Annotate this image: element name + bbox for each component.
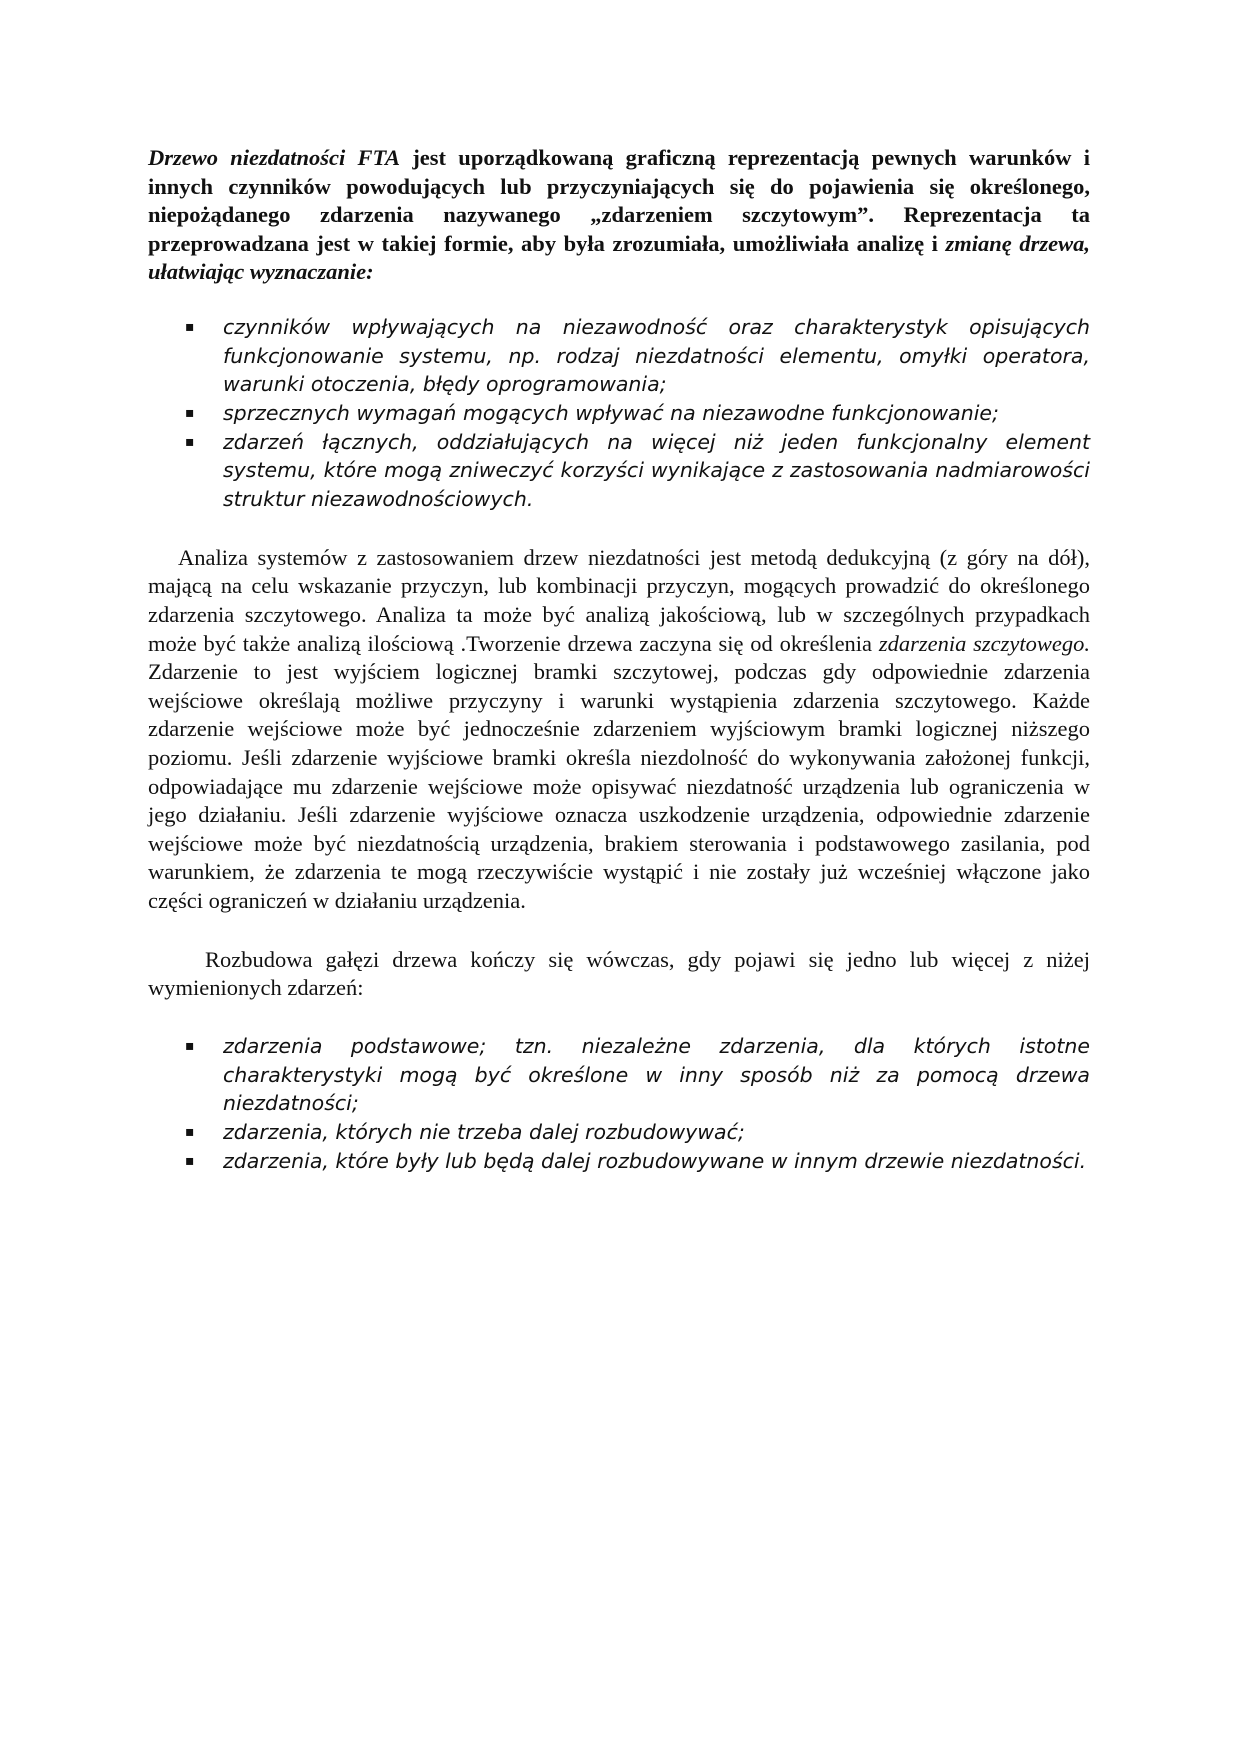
expansion-paragraph: Rozbudowa gałęzi drzewa kończy się wówczas, gdy pojawi się jedno lub więcej z niżej wymienionych zdarzeń: (148, 946, 1090, 1001)
list-item-text: zdarzenia, które były lub będą dalej rozbudowywane w innym drzewie niezdatności. (223, 1148, 1087, 1173)
list-item (148, 313, 1090, 399)
list-item (148, 399, 1090, 428)
bullet-marker-icon: ▪ (185, 405, 195, 422)
list-item (148, 1118, 1090, 1147)
analysis-text-1: Analiza systemów z zastosowaniem drzew niezdatności jest metodą dedukcyjną (z góry na dół), mającą na celu wskazanie przyczyn, lub kombinacji przyczyn, mogących prowadzić do określonego zdarzenia szczytowego. Analiza ta może być analizą jakościową, lub w szczególnych przypadkach może być także analizą ilościową .Tworzenie drzewa zaczyna się od określenia (148, 544, 1090, 656)
list-item (148, 1147, 1090, 1176)
list-item-text: zdarzeń łącznych, oddziałujących na więcej niż jeden funkcjonalny element systemu, które mogą zniweczyć korzyści wynikające z zastosowania nadmiarowości struktur niezawodnościowych. (223, 429, 1090, 512)
bullet-marker-icon: ▪ (185, 1152, 195, 1169)
bullet-list-events (148, 1032, 1090, 1176)
list-item-text: czynników wpływających na niezawodność oraz charakterystyk opisujących funkcjonowanie systemu, np. rodzaj niezdatności elementu, omyłki operatora, warunki otoczenia, błędy oprogramowania; (223, 314, 1090, 397)
intro-emphasis: zmianę drzewa, ułatwiając wyznaczanie: (148, 230, 1090, 285)
list-item (148, 1032, 1090, 1118)
analysis-text-2: Zdarzenie to jest wyjściem logicznej bramki szczytowej, podczas gdy odpowiednie zdarzenia wejściowe określają możliwe przyczyny i warunki wystąpienia zdarzenia szczytowego. Każde zdarzenie wejściowe może być jednocześnie zdarzeniem wyjściowym bramki logicznej niższego poziomu. Jeśli zdarzenie wyjściowe bramki określa niezdolność do wykonywania założonej funkcji, odpowiadające mu zdarzenie wejściowe może opisywać niezdatność urządzenia lub ograniczenia w jego działaniu. Jeśli zdarzenie wyjściowe oznacza uszkodzenie urządzenia, odpowiednie zdarzenie wejściowe może być niezdatnością urządzenia, brakiem sterowania i podstawowego zasilania, pod warunkiem, że zdarzenia te mogą rzeczywiście wystąpić i nie zostały już wcześniej włączone jako części ograniczeń w działaniu urządzenia. (148, 659, 1090, 914)
bullet-marker-icon: ▪ (185, 1123, 195, 1140)
intro-paragraph (148, 144, 1090, 287)
intro-text: jest uporządkowaną graficzną reprezentacją pewnych warunków i innych czynników powodujących lub przyczyniających się do pojawienia się określonego, niepożądanego zdarzenia nazywanego „zdarzeniem szczytowym”. Reprezentacja ta przeprowadzana jest w takiej formie, aby była zrozumiała, umożliwiała analizę i (148, 145, 1090, 256)
analysis-emphasis: zdarzenia szczytowego. (878, 630, 1090, 656)
bullet-marker-icon: ▪ (185, 318, 195, 335)
bullet-list-factors (148, 313, 1090, 514)
list-item-text: zdarzenia, których nie trzeba dalej rozbudowywać; (223, 1119, 745, 1144)
list-item (148, 428, 1090, 514)
analysis-paragraph (148, 544, 1090, 916)
bullet-marker-icon: ▪ (185, 433, 195, 450)
list-item-text: zdarzenia podstawowe; tzn. niezależne zdarzenia, dla których istotne charakterystyki mogą być określone w inny sposób niż za pomocą drzewa niezdatności; (223, 1033, 1090, 1116)
document-page (148, 144, 1090, 1175)
intro-term: Drzewo niezdatności FTA (148, 145, 401, 170)
bullet-marker-icon: ▪ (185, 1037, 195, 1054)
list-item-text: sprzecznych wymagań mogących wpływać na niezawodne funkcjonowanie; (223, 401, 999, 426)
